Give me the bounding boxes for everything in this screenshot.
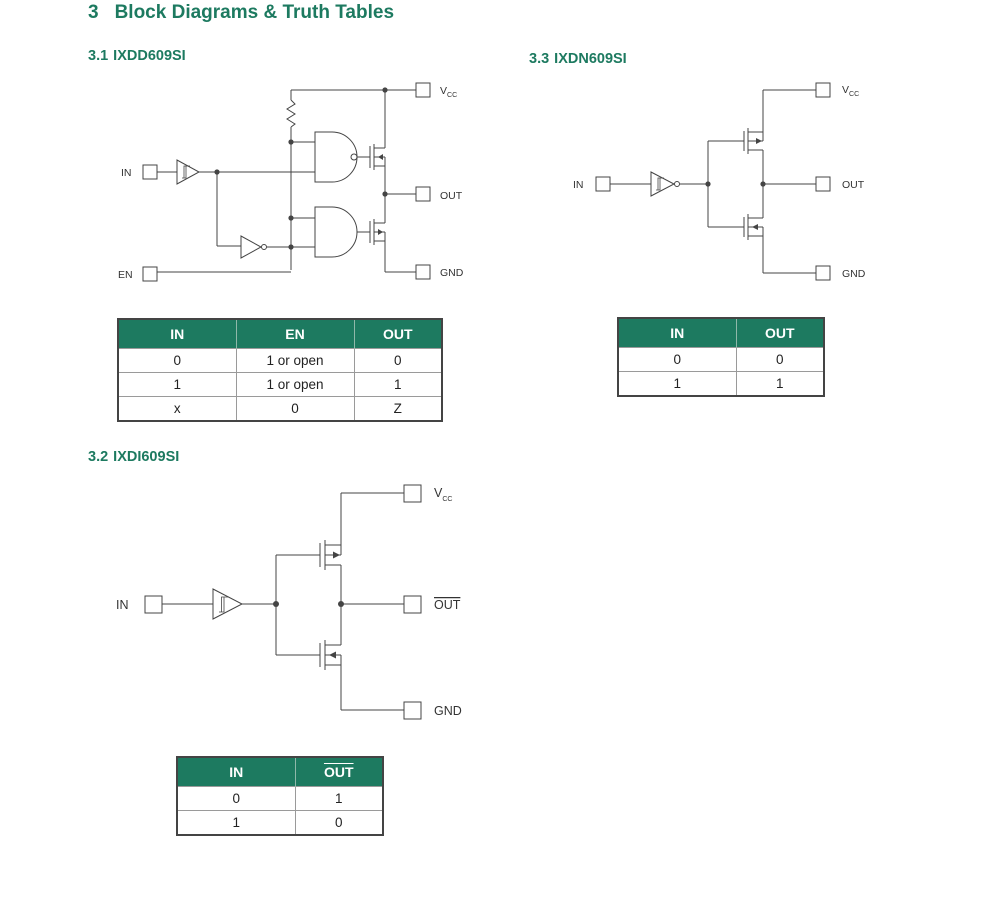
- header-out: OUT: [736, 318, 824, 348]
- truth-table-ixdi609si: [176, 756, 384, 836]
- table-header-row: [618, 318, 824, 348]
- table-cell: Z: [354, 397, 442, 422]
- in-pin: [596, 177, 610, 191]
- schmitt-inverter-icon: [651, 172, 674, 196]
- header-in: IN: [177, 757, 295, 787]
- table-cell: 1: [177, 811, 295, 836]
- subsection-title: IXDN609SI: [554, 51, 627, 67]
- table-row: [618, 348, 824, 372]
- table-cell: 0: [236, 397, 354, 422]
- subsection-title: IXDI609SI: [113, 449, 180, 465]
- header-en: EN: [236, 319, 354, 349]
- table-row: [177, 787, 383, 811]
- gnd-label: GND: [842, 268, 866, 280]
- table-cell: 0: [118, 349, 236, 373]
- block-diagram-ixdn609si: [0, 0, 1000, 300]
- subsection-number: 3.2: [88, 449, 109, 465]
- schmitt-buffer-icon: [213, 589, 242, 619]
- vcc-label: $V_{CC}$: [440, 85, 458, 99]
- block-diagram-ixdi609si: [0, 460, 520, 740]
- table-cell: 1 or open: [236, 373, 354, 397]
- gnd-pin: [816, 266, 830, 280]
- in-label: IN: [573, 179, 584, 191]
- table-header-row: [177, 757, 383, 787]
- table-row: [118, 373, 442, 397]
- table-cell: 1: [736, 372, 824, 397]
- out-label: OUT: [440, 190, 463, 202]
- gnd-label: GND: [434, 704, 462, 718]
- subsection-number: 3.3: [529, 51, 550, 67]
- en-label: EN: [118, 269, 133, 281]
- vcc-pin: [816, 83, 830, 97]
- table-cell: 1: [354, 373, 442, 397]
- truth-table-ixdn609si: [617, 317, 825, 397]
- header-in: IN: [618, 318, 736, 348]
- out-pin: [816, 177, 830, 191]
- table-cell: 1: [618, 372, 736, 397]
- subsection-title: IXDD609SI: [113, 48, 186, 64]
- subsection-number: 3.1: [88, 48, 109, 64]
- header-in: IN: [118, 319, 236, 349]
- in-pin: [145, 596, 162, 613]
- out-bar-label: OUT: [434, 598, 461, 612]
- out-pin: [404, 596, 421, 613]
- out-label: OUT: [842, 179, 865, 191]
- table-cell: 1: [118, 373, 236, 397]
- gnd-pin: [404, 702, 421, 719]
- vcc-label: $V_{CC}$: [434, 486, 453, 503]
- table-cell: 0: [618, 348, 736, 372]
- in-label: IN: [121, 167, 132, 179]
- table-cell: 0: [354, 349, 442, 373]
- gnd-label: GND: [440, 267, 464, 279]
- vcc-pin: [404, 485, 421, 502]
- header-out: OUT: [354, 319, 442, 349]
- table-cell: 1: [295, 787, 383, 811]
- table-cell: x: [118, 397, 236, 422]
- table-row: [177, 811, 383, 836]
- table-cell: 0: [295, 811, 383, 836]
- table-row: [118, 397, 442, 422]
- table-row: [618, 372, 824, 397]
- in-label: IN: [116, 598, 129, 612]
- truth-table-ixdd609si: [117, 318, 443, 422]
- table-cell: 1 or open: [236, 349, 354, 373]
- section-title: Block Diagrams & Truth Tables: [114, 2, 395, 23]
- table-header-row: [118, 319, 442, 349]
- table-row: [118, 349, 442, 373]
- vcc-label: $V_{CC}$: [842, 84, 860, 98]
- table-cell: 0: [177, 787, 295, 811]
- header-out-bar: $\overline{OUT}$: [295, 757, 383, 787]
- table-cell: 0: [736, 348, 824, 372]
- section-number: 3: [88, 2, 99, 23]
